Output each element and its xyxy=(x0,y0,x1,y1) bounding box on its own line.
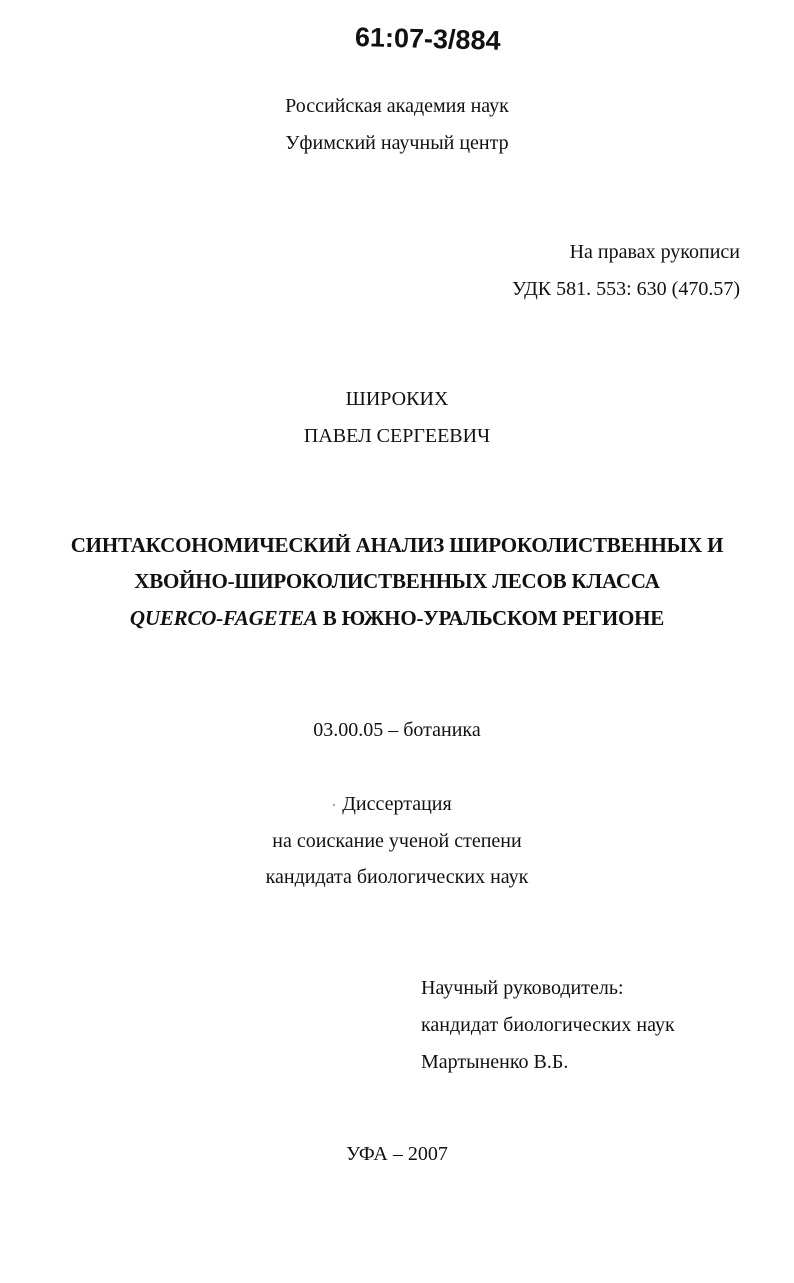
supervisor-degree: кандидат биологических наук xyxy=(421,1014,675,1036)
title-line-2: ХВОЙНО-ШИРОКОЛИСТВЕННЫХ ЛЕСОВ КЛАССА xyxy=(134,569,660,593)
dissertation-purpose: на соискание ученой степени xyxy=(272,830,522,852)
supervisor-name: Мартыненко В.Б. xyxy=(421,1051,569,1073)
city-year: УФА – 2007 xyxy=(346,1143,448,1165)
institution-line-1: Российская академия наук xyxy=(285,95,509,117)
title-class-name: QUERCO-FAGETEA xyxy=(129,606,318,630)
dissertation-type: Диссертация xyxy=(342,793,452,815)
author-given-names: ПАВЕЛ СЕРГЕЕВИЧ xyxy=(303,425,491,447)
specialty: 03.00.05 – ботаника xyxy=(313,719,481,741)
title-region: В ЮЖНО-УРАЛЬСКОМ РЕГИОНЕ xyxy=(317,606,665,630)
institution-line-2: Уфимский научный центр xyxy=(285,132,509,154)
scan-speck xyxy=(333,804,335,806)
title-line-3 xyxy=(0,606,794,630)
title-line-1: СИНТАКСОНОМИЧЕСКИЙ АНАЛИЗ ШИРОКОЛИСТВЕННЫХ И xyxy=(70,533,724,557)
author-surname: ШИРОКИХ xyxy=(345,388,449,410)
udc-code: УДК 581. 553: 630 (470.57) xyxy=(512,278,740,300)
manuscript-rights: На правах рукописи xyxy=(569,241,740,263)
supervisor-label: Научный руководитель: xyxy=(421,977,624,999)
archive-stamp: 61:07-3/884 xyxy=(354,22,501,56)
dissertation-degree: кандидата биологических наук xyxy=(265,866,529,888)
